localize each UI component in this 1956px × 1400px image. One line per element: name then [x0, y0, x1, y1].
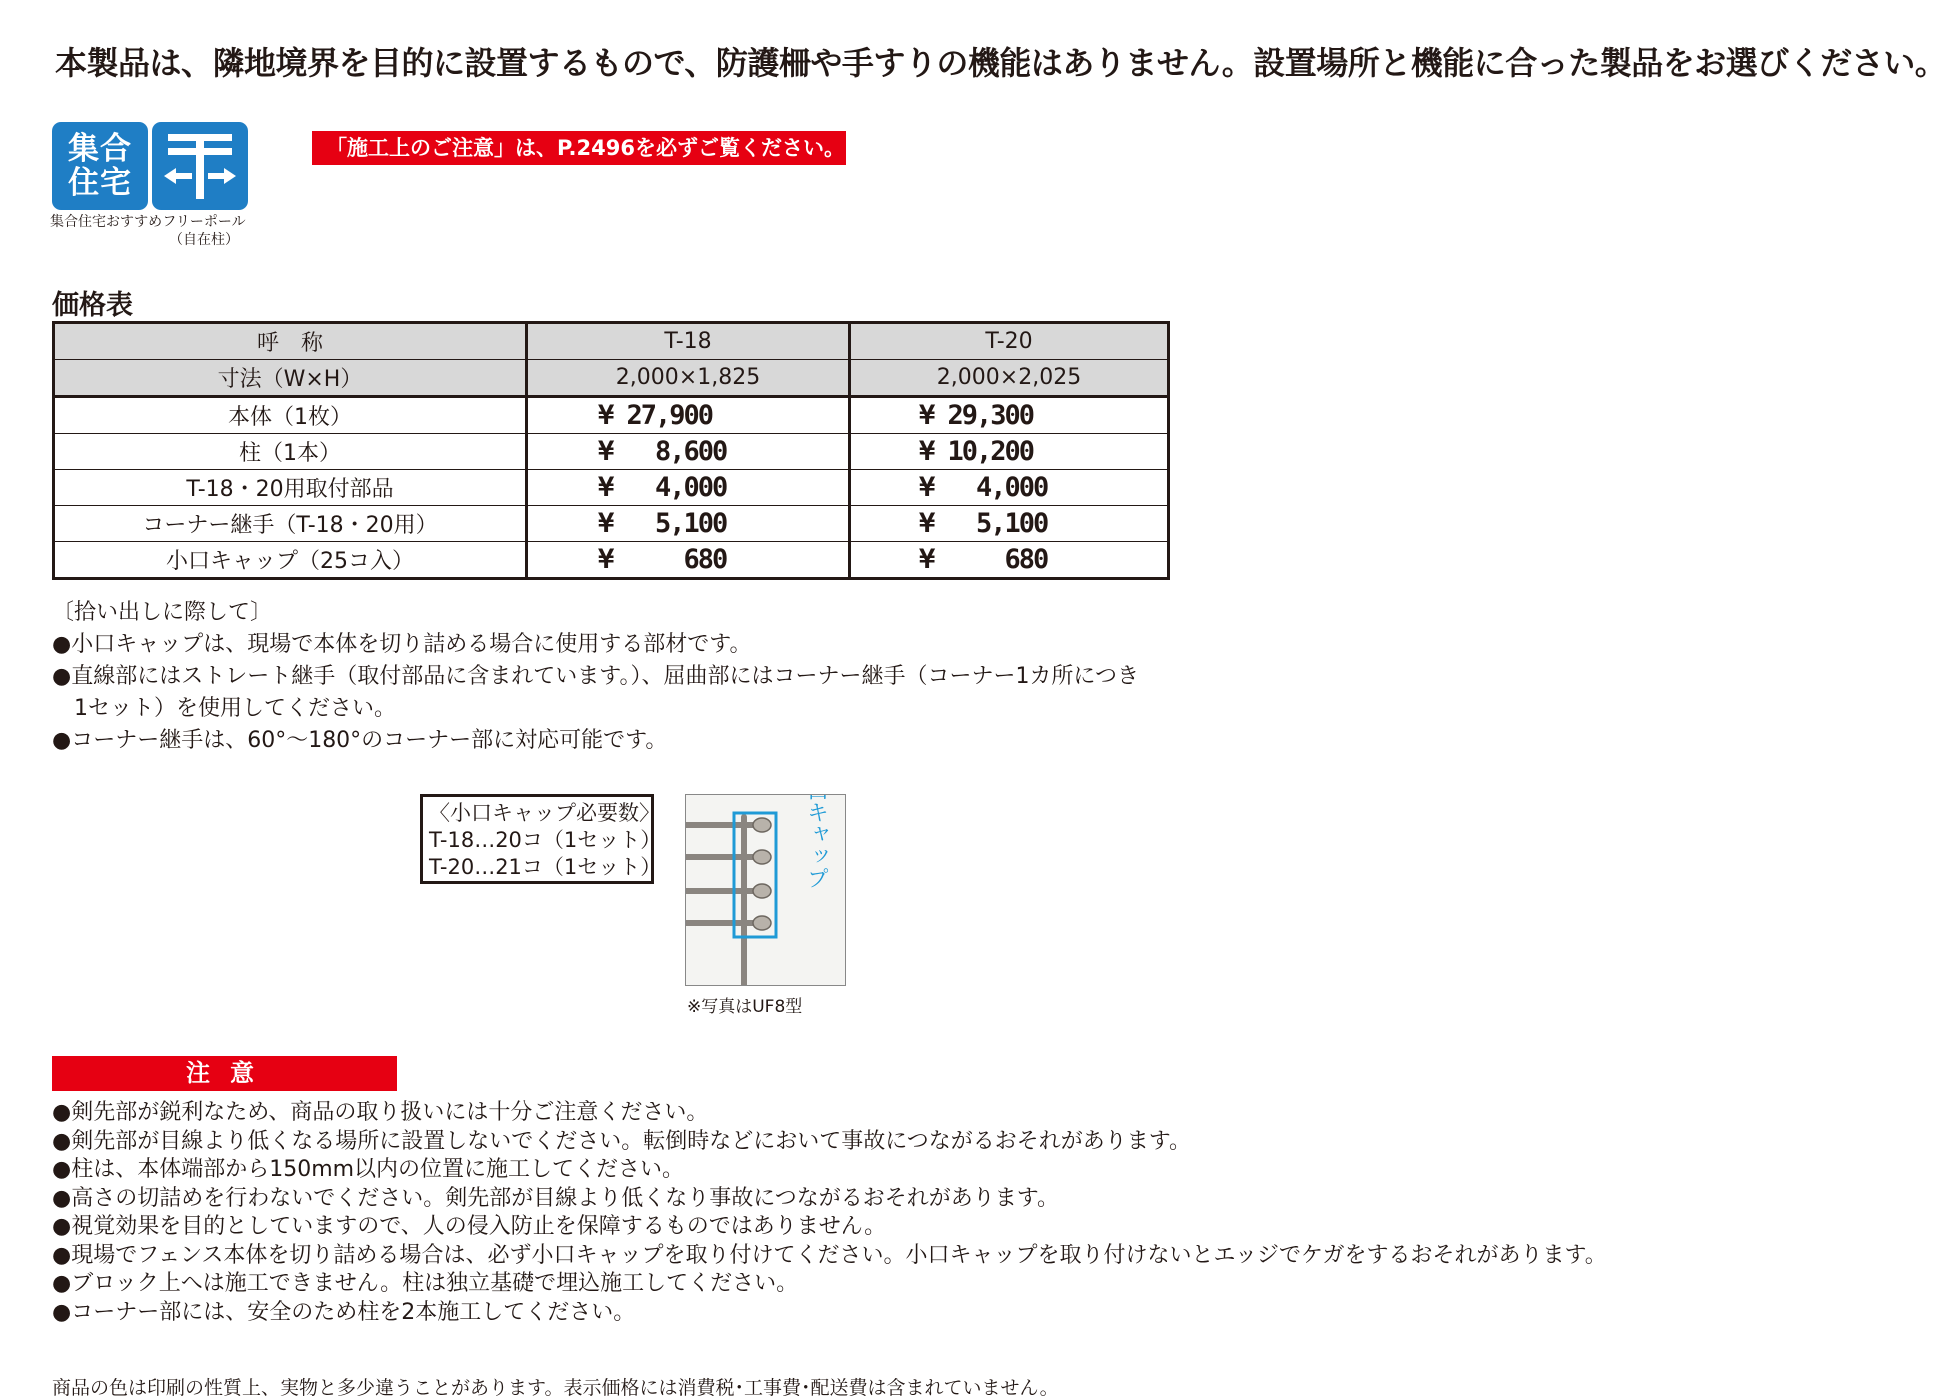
caution-item: ●柱は、本体端部から150mm以内の位置に施工してください。: [52, 1157, 685, 1182]
notes-heading: 〔拾い出しに際して〕: [52, 600, 273, 625]
table-cell: [850, 470, 1169, 506]
price-value: ¥ 27,900: [598, 400, 713, 431]
cap-box-line: T-18…20コ（1セット）: [429, 828, 662, 852]
table-cell: T-18・20用取付部品: [54, 470, 527, 506]
table-cell: 呼 称: [54, 323, 527, 360]
caution-item: ●剣先部が目線より低くなる場所に設置しないでください。転倒時などにおいて事故につながるおそれがあります。: [52, 1128, 1192, 1154]
caution-item: ●高さの切詰めを行わないでください。剣先部が目線より低くなり事故につながるおそれがあります。: [52, 1185, 1059, 1211]
table-cell: [527, 434, 850, 470]
caution-item: ●ブロック上へは施工できません。柱は独立基礎で埋込施工してください。: [52, 1271, 799, 1296]
note-item: ●直線部にはストレート継手（取付部品に含まれています。）、屈曲部にはコーナー継手（コーナー1カ所につき: [52, 664, 1139, 689]
free-pole-icon-caption: フリーポール （自在柱）: [162, 214, 246, 248]
table-cell: 寸法（W×H）: [54, 360, 527, 397]
apartment-icon-text: 集合 住宅: [68, 131, 132, 201]
cap-box-line: T-20…21コ（1セット）: [429, 855, 662, 879]
fence-end-cap-illustration: [686, 795, 845, 985]
table-cell: [850, 542, 1169, 579]
note-item: ●小口キャップは、現場で本体を切り詰める場合に使用する部材です。: [52, 632, 752, 657]
price-value: ¥ 8,600: [598, 436, 727, 467]
price-value: ¥ 10,200: [919, 436, 1034, 467]
table-cell: [527, 470, 850, 506]
apartment-icon-caption: 集合住宅おすすめ: [50, 214, 163, 230]
table-cell: 小口キャップ（25コ入）: [54, 542, 527, 579]
caution-heading: 注意: [52, 1056, 397, 1091]
price-value: ¥ 4,000: [919, 472, 1048, 503]
construction-notice-bar: 「施工上のご注意」は、P.2496を必ずご覧ください。: [312, 131, 846, 165]
table-cell: [850, 506, 1169, 542]
price-value: ¥ 680: [919, 544, 1048, 575]
caution-item: ●剣先部が鋭利なため、商品の取り扱いには十分ご注意ください。: [52, 1100, 709, 1125]
photo-caption: ※写真はUF8型: [687, 997, 803, 1017]
price-table: [52, 321, 1170, 580]
caution-list: [52, 1099, 1607, 1327]
table-row: [54, 434, 1169, 470]
note-item: 1セット）を使用してください。: [52, 696, 396, 721]
price-value: ¥ 680: [598, 544, 727, 575]
note-item: ●コーナー継手は、60°～180°のコーナー部に対応可能です。: [52, 728, 668, 753]
price-table-title: 価格表: [52, 290, 133, 321]
table-cell: [527, 397, 850, 434]
table-cell: [527, 542, 850, 579]
table-row: [54, 470, 1169, 506]
footer-disclaimer: 商品の色は印刷の性質上、実物と多少違うことがあります。表示価格には消費税･工事費･配送費は含まれていません。: [52, 1377, 1059, 1399]
picking-notes: [52, 597, 1139, 757]
table-row: [54, 360, 1169, 397]
table-cell: T-18: [527, 323, 850, 360]
table-row: [54, 506, 1169, 542]
table-cell: 本体（1枚）: [54, 397, 527, 434]
table-cell: [850, 434, 1169, 470]
end-cap-label: 小口キャップ: [803, 795, 829, 889]
price-value: ¥ 29,300: [919, 400, 1034, 431]
table-row: [54, 323, 1169, 360]
price-value: ¥ 4,000: [598, 472, 727, 503]
end-cap-photo: [685, 794, 846, 986]
price-value: ¥ 5,100: [919, 508, 1048, 539]
caution-item: ●視覚効果を目的としていますので、人の侵入防止を保障するものではありません。: [52, 1214, 887, 1239]
caution-item: ●コーナー部には、安全のため柱を2本施工してください。: [52, 1299, 636, 1325]
headline: 本製品は、隣地境界を目的に設置するもので、防護柵や手すりの機能はありません。設置場所と機能に合った製品をお選びください。: [55, 44, 1947, 82]
price-value: ¥ 5,100: [598, 508, 727, 539]
table-cell: 2,000×2,025: [850, 360, 1169, 397]
table-cell: 2,000×1,825: [527, 360, 850, 397]
table-cell: コーナー継手（T-18・20用）: [54, 506, 527, 542]
table-cell: [850, 397, 1169, 434]
table-cell: T-20: [850, 323, 1169, 360]
caution-item: ●現場でフェンス本体を切り詰める場合は、必ず小口キャップを取り付けてください。小口キャップを取り付けないとエッジでケガをするおそれがあります。: [52, 1242, 1607, 1268]
table-row: [54, 397, 1169, 434]
table-cell: 柱（1本）: [54, 434, 527, 470]
apartment-recommended-icon: [52, 122, 148, 210]
cap-box-heading: 〈小口キャップ必要数〉: [429, 801, 660, 825]
end-cap-requirement-box: [420, 794, 662, 884]
table-cell: [527, 506, 850, 542]
free-pole-symbol: [152, 122, 248, 210]
table-row: [54, 542, 1169, 579]
free-pole-icon: [152, 122, 248, 210]
